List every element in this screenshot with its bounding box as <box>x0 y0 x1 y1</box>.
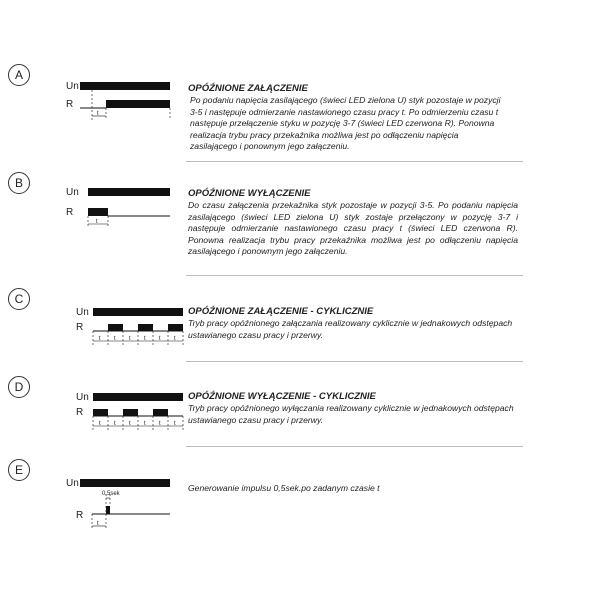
un-signal-bar <box>93 308 183 316</box>
un-signal-label: Un <box>76 307 89 318</box>
timing-diagram <box>66 76 186 126</box>
section-title: OPÓŹNIONE WYŁĄCZENIE <box>188 188 311 199</box>
timing-diagram <box>66 303 186 353</box>
time-label: t <box>129 336 131 342</box>
time-label: t <box>129 421 131 427</box>
r-pulse <box>123 409 138 416</box>
time-label: t <box>159 336 161 342</box>
time-label: t <box>174 421 176 427</box>
time-label: t <box>159 421 161 427</box>
section-description: Tryb pracy opóźnionego wyłączania realizowany cyklicznie w jednakowych odstępach ustawianego czasu pracy i przerwy. <box>188 403 514 425</box>
timing-diagram <box>66 474 186 534</box>
r-signal-bar <box>88 208 108 216</box>
un-signal-label: Un <box>66 478 79 489</box>
section-badge: A <box>8 64 30 86</box>
r-signal-label: R <box>66 207 74 218</box>
r-signal-label: R <box>76 510 84 521</box>
r-pulse <box>93 409 108 416</box>
time-label: t <box>144 336 146 342</box>
section-title: OPÓŹNIONE ZAŁĄCZENIE <box>188 83 308 94</box>
r-pulse <box>168 324 183 331</box>
section-badge: B <box>8 172 30 194</box>
un-signal-bar <box>80 82 170 90</box>
r-pulse <box>153 409 168 416</box>
un-signal-label: Un <box>76 392 89 403</box>
un-signal-bar <box>88 188 170 196</box>
timing-diagram <box>66 388 186 438</box>
r-pulse <box>108 324 123 331</box>
section-description: Generowanie impulsu 0,5sek.po zadanym czasie t <box>188 483 380 493</box>
section-description: Do czasu załączenia przekaźnika styk pozostaje w pozycji 3-5. Po podaniu napięcia zasilającego (świeci LED zielona U) styk zostaje przełączony w pozycję 3-7 i następuje odmierzanie nastawionego czasu pracy t (świeci LED czerwona R). Ponowna realizacja trybu pracy przekaźnika możliwa jest po odłączeniu napięcia zasilającego i ponownym jego załączeniu. <box>188 200 518 257</box>
time-label: t <box>97 111 99 117</box>
r-pulse <box>106 506 110 514</box>
un-signal-bar <box>80 479 170 487</box>
time-label: t <box>99 336 101 342</box>
section-description: Tryb pracy opóźnionego załączania realizowany cyklicznie w jednakowych odstępach ustawianego czasu pracy i przerwy. <box>188 318 513 340</box>
r-signal-bar <box>106 100 170 108</box>
time-label: t <box>174 336 176 342</box>
section-title: OPÓŹNIONE WYŁĄCZENIE - CYKLICZNIE <box>188 391 376 402</box>
time-label: t <box>144 421 146 427</box>
section-divider <box>186 446 523 447</box>
timing-diagram <box>66 182 186 232</box>
section-badge: D <box>8 376 30 398</box>
pulse-width-label: 0,5sek <box>102 491 120 497</box>
time-label: t <box>114 336 116 342</box>
time-label: t <box>99 421 101 427</box>
time-label: t <box>114 421 116 427</box>
section-description: Po podaniu napięcia zasilającego (świeci LED zielona U) styk pozostaje w pozycji 3-5 i następuje odmierzanie nastawionego czasu pracy t. Po odmierzeniu czasu t następuje przełączenie styku w pozycję 3-7 (świeci LED czerwona R). Ponowna realizacja trybu pracy przekaźnika możliwa jest po odłączeniu napięcia zasilającego i ponownym jego załączeniu. <box>190 95 501 152</box>
r-signal-label: R <box>76 407 84 418</box>
r-signal-label: R <box>76 322 84 333</box>
un-signal-label: Un <box>66 187 79 198</box>
section-badge: C <box>8 288 30 310</box>
section-divider <box>186 361 523 362</box>
time-label: t <box>96 219 98 225</box>
section-badge: E <box>8 459 30 481</box>
section-divider <box>186 161 523 162</box>
un-signal-bar <box>93 393 183 401</box>
r-signal-label: R <box>66 99 74 110</box>
section-title: OPÓŹNIONE ZAŁĄCZENIE - CYKLICZNIE <box>188 306 374 317</box>
un-signal-label: Un <box>66 81 79 92</box>
time-label: t <box>97 521 99 527</box>
section-divider <box>186 275 523 276</box>
r-pulse <box>138 324 153 331</box>
